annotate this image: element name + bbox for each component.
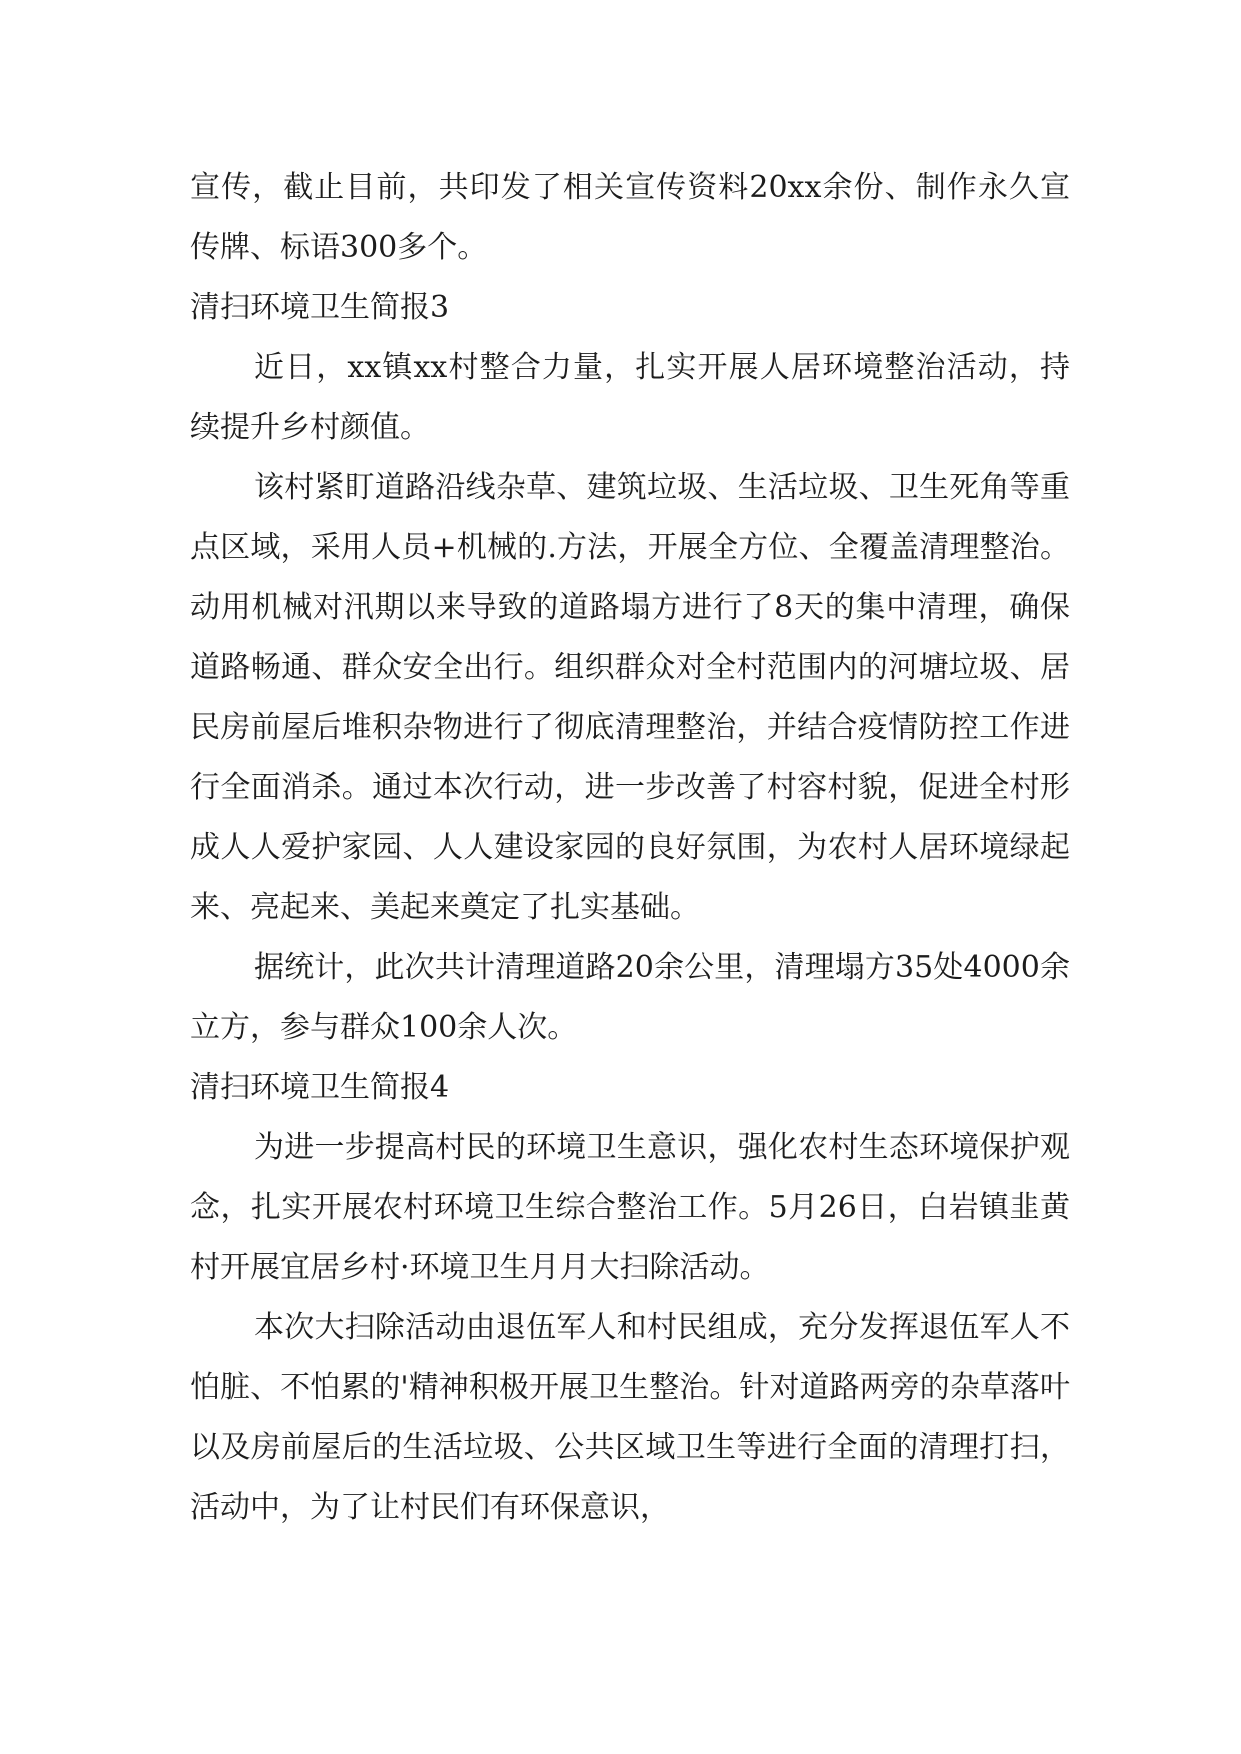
paragraph-intro-3: 近日，xx镇xx村整合力量，扎实开展人居环境整治活动，持续提升乡村颜值。: [190, 350, 1070, 445]
paragraph-intro-4: 为进一步提高村民的环境卫生意识，强化农村生态环境保护观念，扎实开展农村环境卫生综合整治工作。5月26日，白岩镇韭黄村开展宜居乡村·环境卫生月月大扫除活动。: [190, 1130, 1070, 1285]
paragraph-details-4: 本次大扫除活动由退伍军人和村民组成，充分发挥退伍军人不怕脏、不怕累的'精神积极开展卫生整治。针对道路两旁的杂草落叶以及房前屋后的生活垃圾、公共区域卫生等进行全面的清理打扫，活动中，为了让村民们有环保意识，: [190, 1310, 1070, 1525]
document-body: [190, 158, 1070, 1538]
section-heading-3: 清扫环境卫生简报3: [190, 290, 450, 325]
section-heading-4: 清扫环境卫生简报4: [190, 1070, 450, 1105]
paragraph-statistics-3: 据统计，此次共计清理道路20余公里，清理塌方35处4000余立方，参与群众100余人次。: [190, 950, 1070, 1045]
paragraph-details-3: 该村紧盯道路沿线杂草、建筑垃圾、生活垃圾、卫生死角等重点区域，采用人员+机械的.方法，开展全方位、全覆盖清理整治。动用机械对汛期以来导致的道路塌方进行了8天的集中清理，确保道路畅通、群众安全出行。组织群众对全村范围内的河塘垃圾、居民房前屋后堆积杂物进行了彻底清理整治，并结合疫情防控工作进行全面消杀。通过本次行动，进一步改善了村容村貌，促进全村形成人人爱护家园、人人建设家园的良好氛围，为农村人居环境绿起来、亮起来、美起来奠定了扎实基础。: [190, 470, 1070, 925]
paragraph-continuation: 宣传，截止目前，共印发了相关宣传资料20xx余份、制作永久宣传牌、标语300多个。: [190, 170, 1070, 265]
